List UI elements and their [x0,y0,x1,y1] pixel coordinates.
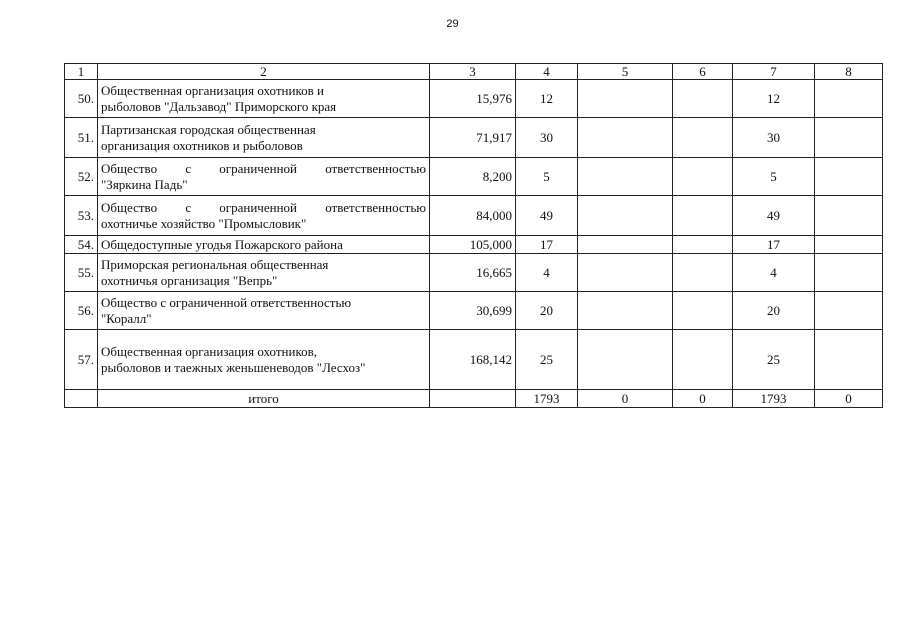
total-label: итого [98,390,430,408]
organization-name-line: Общество с ограниченной ответственностью [101,294,352,310]
column-number-row [65,64,883,80]
total-row [65,390,883,408]
total-area [430,390,516,408]
col5-value [578,330,673,390]
col8-value [815,236,883,254]
col5-value [578,158,673,196]
organization-name [98,196,430,236]
organization-name-line: "Коралл" [101,310,152,326]
organization-name [98,80,430,118]
organization-name [98,292,430,330]
table-row [65,158,883,196]
col7-value: 4 [733,254,815,292]
organization-name-line: Общественная организация охотников и [101,82,324,98]
col4-value: 25 [516,330,578,390]
col5-value [578,236,673,254]
page-number: 29 [446,18,459,30]
col4-value: 17 [516,236,578,254]
row-number: 57. [65,330,98,390]
column-header: 4 [516,64,578,80]
col6-value [673,292,733,330]
col6-value [673,158,733,196]
area-value: 30,699 [430,292,516,330]
col4-value: 12 [516,80,578,118]
col5-value [578,80,673,118]
column-header: 5 [578,64,673,80]
total-col5: 0 [578,390,673,408]
col6-value [673,196,733,236]
col6-value [673,236,733,254]
organization-name-line: рыболовов и таежных женьшеневодов "Лесхоз" [101,359,366,375]
col8-value [815,330,883,390]
table-row [65,292,883,330]
total-col7: 1793 [733,390,815,408]
total-col8: 0 [815,390,883,408]
col7-value: 5 [733,158,815,196]
column-header: 3 [430,64,516,80]
row-number: 50. [65,80,98,118]
table-row [65,196,883,236]
organization-name-line: охотничье хозяйство "Промысловик" [101,215,307,231]
area-value: 8,200 [430,158,516,196]
row-number: 54. [65,236,98,254]
column-header: 8 [815,64,883,80]
organization-name-line: Общество с ограниченной ответственностью [101,199,426,215]
total-empty-cell [65,390,98,408]
organization-name [98,118,430,158]
area-value: 84,000 [430,196,516,236]
organization-name [98,158,430,196]
organization-name-line: Приморская региональная общественная [101,256,329,272]
organization-name-line: охотничья организация "Вепрь" [101,272,278,288]
organization-name-line: рыболовов "Дальзавод" Приморского края [101,98,337,114]
column-header: 7 [733,64,815,80]
area-value: 15,976 [430,80,516,118]
column-header: 2 [98,64,430,80]
col4-value: 49 [516,196,578,236]
area-value: 105,000 [430,236,516,254]
organization-name-line: "Зяркина Падь" [101,176,188,192]
table-row [65,80,883,118]
total-col6: 0 [673,390,733,408]
col7-value: 49 [733,196,815,236]
col6-value [673,330,733,390]
area-value: 168,142 [430,330,516,390]
col8-value [815,254,883,292]
row-number: 52. [65,158,98,196]
col6-value [673,254,733,292]
col8-value [815,118,883,158]
table-row [65,330,883,390]
table-row [65,118,883,158]
col5-value [578,292,673,330]
col4-value: 30 [516,118,578,158]
organization-name-line: Партизанская городская общественная [101,121,316,137]
hunting-quota-table [64,63,883,408]
table-row [65,236,883,254]
organization-name-line: Общество с ограниченной ответственностью [101,160,426,176]
organization-name [98,236,430,254]
organization-name [98,254,430,292]
col8-value [815,196,883,236]
area-value: 16,665 [430,254,516,292]
col8-value [815,80,883,118]
col8-value [815,292,883,330]
col5-value [578,196,673,236]
row-number: 53. [65,196,98,236]
row-number: 51. [65,118,98,158]
col7-value: 20 [733,292,815,330]
organization-name [98,330,430,390]
column-header: 6 [673,64,733,80]
col5-value [578,118,673,158]
col6-value [673,118,733,158]
col7-value: 17 [733,236,815,254]
col4-value: 20 [516,292,578,330]
row-number: 56. [65,292,98,330]
col8-value [815,158,883,196]
total-col4: 1793 [516,390,578,408]
organization-name-line: Общедоступные угодья Пожарского района [101,236,343,252]
organization-name-line: Общественная организация охотников, [101,343,318,359]
col7-value: 12 [733,80,815,118]
area-value: 71,917 [430,118,516,158]
row-number: 55. [65,254,98,292]
col6-value [673,80,733,118]
col7-value: 30 [733,118,815,158]
organization-name-line: организация охотников и рыболовов [101,137,303,153]
col4-value: 5 [516,158,578,196]
col7-value: 25 [733,330,815,390]
col4-value: 4 [516,254,578,292]
table-row [65,254,883,292]
column-header: 1 [65,64,98,80]
col5-value [578,254,673,292]
